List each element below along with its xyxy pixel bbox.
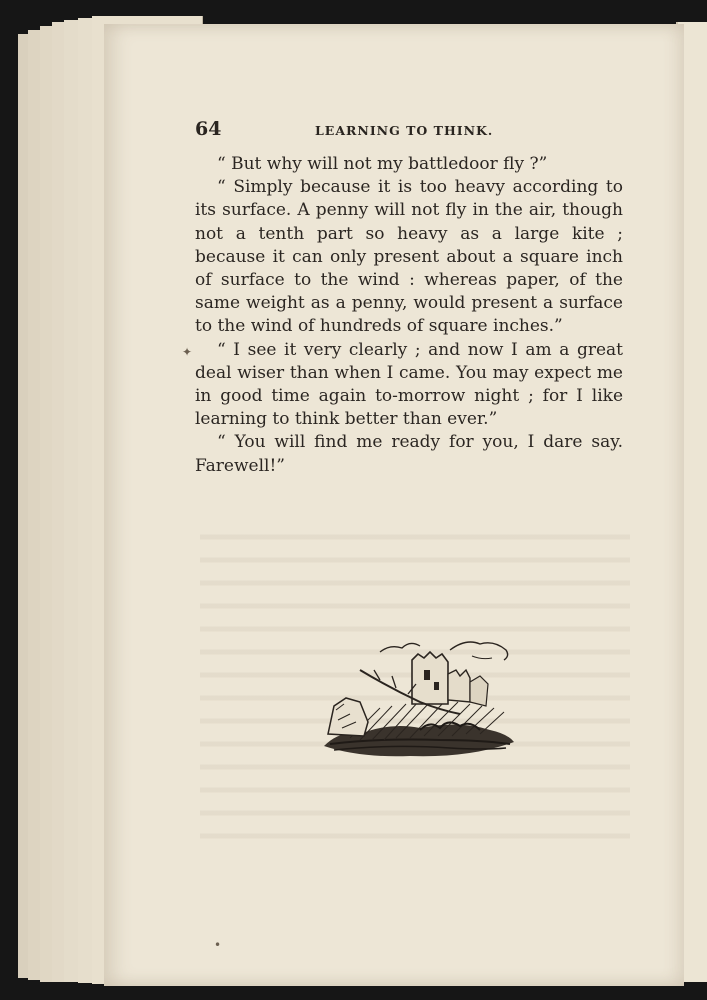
castle-ruin-engraving-icon [320,630,516,760]
printer-mark: • [214,938,222,952]
paragraph: “ You will find me ready for you, I dare say. Farewell!” [195,432,623,476]
body-text [195,153,623,478]
page-number: 64 [195,118,222,140]
page-header [195,118,623,144]
paragraph: “ But why will not my battledoor fly ?” [217,154,548,174]
paragraph: “ I see it very clearly ; and now I am a great deal wiser than when I came. You may expect me in good time again to-morrow night ; for I like learning to think better than ever.” [195,339,623,430]
printer-mark: ✦ [182,345,193,359]
running-head: LEARNING TO THINK. [315,123,494,138]
paragraph: “ Simply because it is too heavy according to its surface. A penny will not fly in the air, though not a tenth part so heavy as a large kite ; because it can only present about a square inch of surface to the wind : whereas paper, of the same weight as a penny, would present a surface to the wind of hundreds of square inches.” [195,177,623,337]
